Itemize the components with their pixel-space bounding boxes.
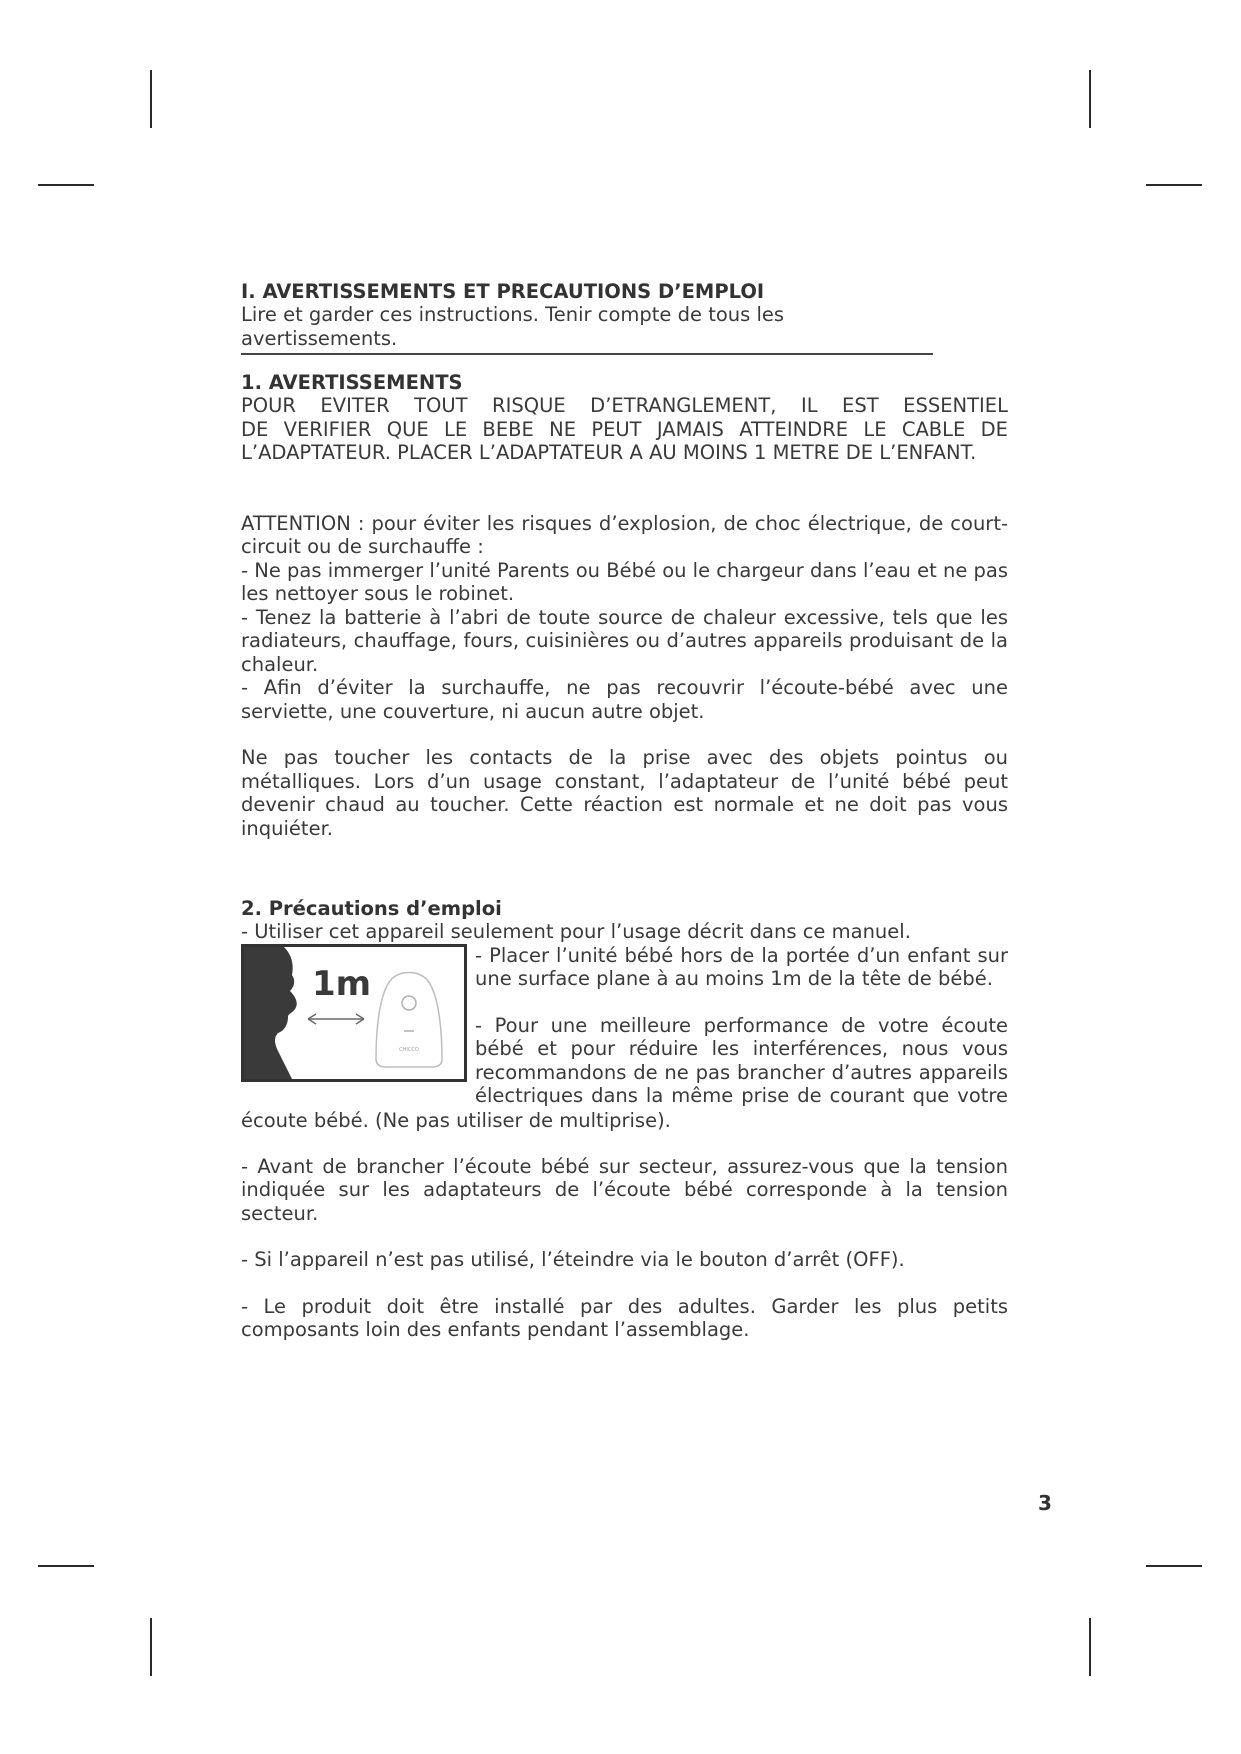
warnings-heading: 1. AVERTISSEMENTS xyxy=(241,371,463,394)
crop-mark-bottom-left-horizontal xyxy=(38,1565,94,1567)
page-number: 3 xyxy=(1038,1491,1052,1515)
crop-mark-bottom-right-horizontal xyxy=(1146,1565,1202,1567)
precautions-heading: 2. Précautions d’emploi xyxy=(241,897,502,920)
strangulation-warning-line-3: L’ADAPTATEUR. PLACER L’ADAPTATEUR A AU MOINS 1 METRE DE L’ENFANT. xyxy=(241,441,977,464)
precaution-item-voltage: - Avant de brancher l’écoute bébé sur secteur, assurez-vous que la tension indiquée sur les adaptateurs de l’écoute bébé corresponde à la tension secteur. xyxy=(241,1154,1008,1225)
precaution-item-usage: - Utiliser cet appareil seulement pour l’usage décrit dans ce manuel. xyxy=(241,920,911,943)
figure-block xyxy=(241,944,1008,1132)
device-brand-label: CHICCO xyxy=(399,1046,419,1053)
crop-mark-top-right-vertical xyxy=(1089,70,1091,128)
warning-item-heat: - Tenez la batterie à l’abri de toute source de chaleur excessive, tels que les radiateurs, chauffage, fours, cuisinières ou d’autres appareils produisant de la chaleur. xyxy=(241,605,1008,676)
strangulation-warning-line-1: POUR EVITER TOUT RISQUE D’ETRANGLEMENT, IL EST ESSENTIEL xyxy=(241,394,1008,417)
attention-paragraph: ATTENTION : pour éviter les risques d’explosion, de choc électrique, de court-circuit ou de surchauffe : xyxy=(241,511,1008,558)
distance-label: 1m xyxy=(312,963,372,1004)
precaution-item-performance-end: écoute bébé. (Ne pas utiliser de multiprise). xyxy=(241,1108,671,1132)
crop-mark-top-left-horizontal xyxy=(38,184,94,186)
section-title: I. AVERTISSEMENTS ET PRECAUTIONS D’EMPLOI xyxy=(241,280,765,303)
figure-side-text xyxy=(475,944,1008,1108)
baby-silhouette-icon xyxy=(244,947,464,1079)
intro-text: Lire et garder ces instructions. Tenir compte de tous les avertissements. xyxy=(241,303,933,355)
distance-illustration xyxy=(241,944,467,1082)
crop-mark-bottom-left-vertical xyxy=(150,1618,152,1676)
contacts-paragraph: Ne pas toucher les contacts de la prise avec des objets pointus ou métalliques. Lors d’un usage constant, l’adaptateur de l’unité bébé peut devenir chaud au toucher. Cette réaction est normale et ne doit pas vous inquiéter. xyxy=(241,746,1008,840)
precaution-item-adults: - Le produit doit être installé par des adultes. Garder les plus petits composants loin des enfants pendant l’assemblage. xyxy=(241,1294,1008,1341)
precaution-item-performance: - Pour une meilleure performance de votre écoute bébé et pour réduire les interférences, nous vous recommandons de ne pas brancher d’autres appareils électriques dans la même prise de courant que votre xyxy=(475,1013,1008,1107)
strangulation-warning-line-2: DE VERIFIER QUE LE BEBE NE PEUT JAMAIS ATTEINDRE LE CABLE DE xyxy=(241,417,1008,441)
crop-mark-top-left-vertical xyxy=(150,70,152,128)
crop-mark-bottom-right-vertical xyxy=(1089,1618,1091,1676)
precaution-item-placement: - Placer l’unité bébé hors de la portée d’un enfant sur une surface plane à au moins 1m de la tête de bébé. xyxy=(475,943,1008,990)
precaution-item-off: - Si l’appareil n’est pas utilisé, l’éteindre via le bouton d’arrêt (OFF). xyxy=(241,1248,905,1271)
warning-item-water: - Ne pas immerger l’unité Parents ou Bébé ou le chargeur dans l’eau et ne pas les nettoyer sous le robinet. xyxy=(241,558,1008,605)
warning-item-cover: - Afin d’éviter la surchauffe, ne pas recouvrir l’écoute-bébé avec une serviette, une couverture, ni aucun autre objet. xyxy=(241,676,1008,723)
page-content xyxy=(241,280,1008,1342)
crop-mark-top-right-horizontal xyxy=(1146,184,1202,186)
figure-continued-text xyxy=(241,1109,1008,1133)
